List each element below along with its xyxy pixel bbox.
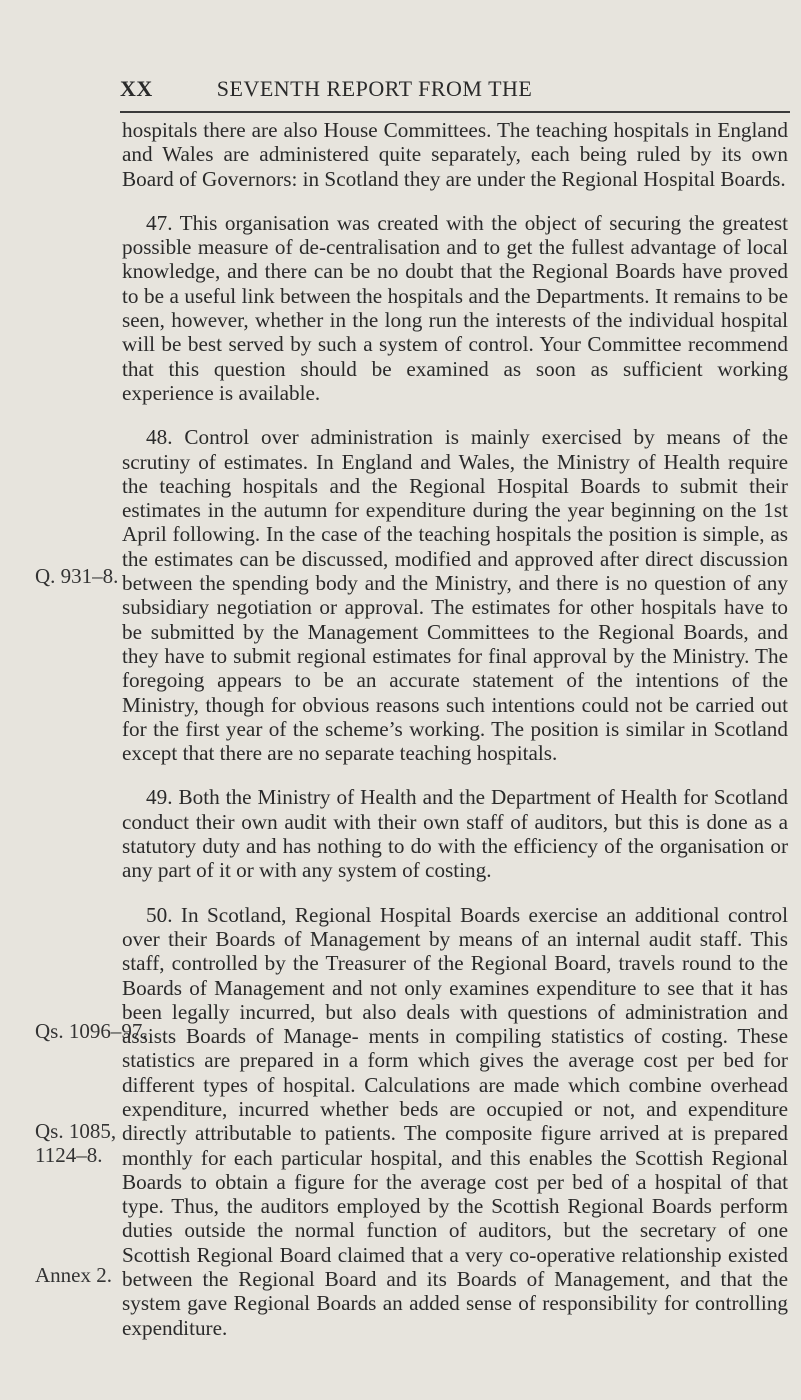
running-title: SEVENTH REPORT FROM THE (216, 76, 533, 101)
page-folio: XX (120, 76, 153, 101)
margin-note-annex-2: Annex 2. (35, 1263, 112, 1287)
report-body (122, 118, 788, 1340)
margin-note-qs-1085: Qs. 1085, (35, 1119, 117, 1143)
header-rule (120, 111, 790, 113)
margin-note-q-931-8: Q. 931–8. (35, 564, 119, 588)
paragraph-49: 49. Both the Ministry of Health and the Department of Health for Scotland conduct their own audit with their own staff of auditors, but this is done as a statutory duty and has nothing to do with the efficiency of the organisation or any part of it or with any system of costing. (122, 785, 788, 883)
margin-note-qs-1096-97: Qs. 1096–97. (35, 1019, 148, 1043)
running-header (120, 76, 780, 102)
margin-note-1124-8: 1124–8. (35, 1143, 103, 1167)
paragraph-47: 47. This organisation was created with the object of securing the greatest possible measure of de-centralisation and to get the fullest advantage of local knowledge, and there can be no doubt that the Regional Boards have proved to be a useful link between the hospitals and the Departments. It remains to be seen, however, whether in the long run the interests of the individual hospital will be best served by such a system of control. Your Committee recommend that this question should be examined as soon as sufficient working experience is available. (122, 210, 788, 405)
paragraph-48: 48. Control over administration is mainly exercised by means of the scrutiny of estimates. In England and Wales, the Ministry of Health require the teaching hospitals and the Regional Hospital Boards to submit their estimates in the autumn for expenditure during the year beginning on the 1st April following. In the case of the teaching hospitals the position is simple, as the estimates can be discussed, modified and approved after direct discussion between the spending body and the Ministry, and there is no question of any subsidiary negotiation or approval. The estimates for other hospitals have to be submitted by the Management Committees to the Regional Boards, and they have to submit regional estimates for final approval by the Ministry. The foregoing appears to be an accurate statement of the intentions of the Ministry, though for obvious reasons such intentions could not be carried out for the first year of the scheme’s working. The position is similar in Scotland except that there are no separate teaching hospitals. (122, 425, 788, 766)
paragraph-50: 50. In Scotland, Regional Hospital Boards exercise an additional control over their Boards of Management by means of an internal audit staff. This staff, controlled by the Treasurer of the Regional Board, travels round to the Boards of Management and not only examines expenditure to see that it has been legally incurred, but also deals with questions of administration and assists Boards of Manage- ments in compiling statistics of costing. These statistics are prepared in a form which gives the average cost per bed for different types of hospital. Calculations are made which combine overhead expenditure, incurred whether beds are occupied or not, and expenditure directly attributable to patients. The composite figure arrived at is prepared monthly for each particular hospital, and this enables the Scottish Regional Boards to obtain a figure for the average cost per bed of a hospital of that type. Thus, the auditors employed by the Scottish Regional Boards perform duties outside the normal function of auditors, but the secretary of one Scottish Regional Board claimed that a very co-operative relationship existed between the Regional Board and its Boards of Management, and that the system gave Regional Boards an added sense of responsibility for controlling expenditure. (122, 902, 788, 1340)
paragraph-continuation: hospitals there are also House Committees. The teaching hospitals in England and Wales are administered quite separately, each being ruled by its own Board of Governors: in Scotland they are under the Regional Hospital Boards. (122, 118, 788, 191)
